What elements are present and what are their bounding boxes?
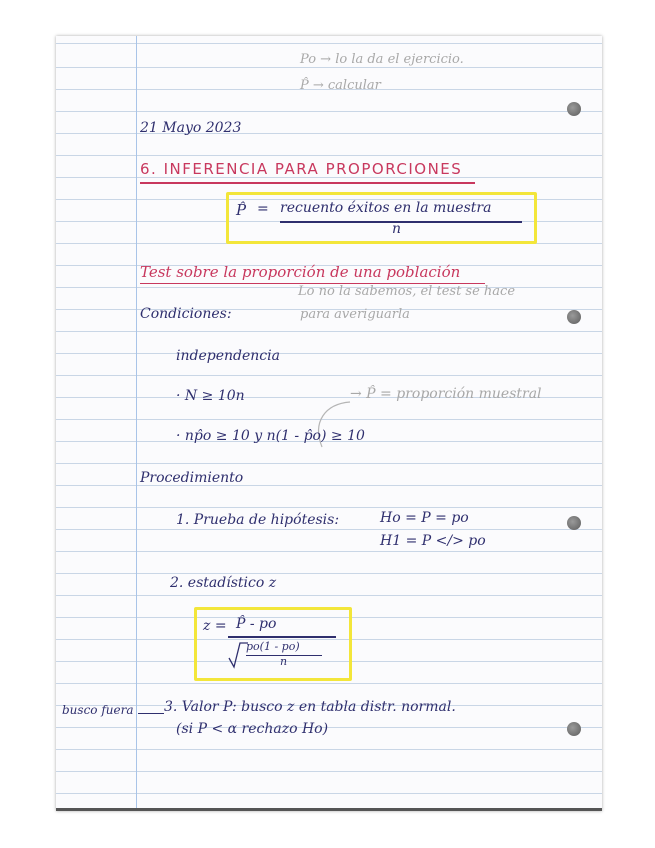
z-inner-denominator: n xyxy=(280,655,288,668)
date: 21 Mayo 2023 xyxy=(140,120,242,136)
conditions-label: Condiciones: xyxy=(140,306,232,322)
margin-line xyxy=(136,36,137,808)
independence-label: independencia xyxy=(176,348,280,364)
phat-arrow-icon xyxy=(300,392,360,462)
header-note-line2: P̂ → calcular xyxy=(300,78,381,93)
side-note-line2: para averiguarla xyxy=(300,307,410,322)
step1-label: 1. Prueba de hipótesis: xyxy=(176,512,340,528)
phat-equals: = xyxy=(257,201,269,217)
phat-definition-note: → P̂ = proporción muestral xyxy=(350,386,542,402)
section-test-heading: Test sobre la proporción de una población xyxy=(140,263,461,281)
margin-note: busco fuera xyxy=(62,703,134,717)
hypothesis-h1: H1 = P </> po xyxy=(380,533,486,549)
step3-line1: 3. Valor P: busco z en tabla distr. normal. xyxy=(164,699,456,715)
margin-note-line xyxy=(138,713,164,714)
phat-lhs: P̂ xyxy=(236,201,247,219)
sqrt-icon xyxy=(226,640,248,670)
page-title: 6. INFERENCIA PARA PROPORCIONES xyxy=(140,160,463,178)
step3-line2: (si P < α rechazo Ho) xyxy=(176,721,329,737)
punch-hole xyxy=(567,722,581,736)
punch-hole xyxy=(567,516,581,530)
z-lhs: z = xyxy=(203,618,227,634)
punch-hole xyxy=(567,310,581,324)
procedure-label: Procedimiento xyxy=(140,470,244,486)
z-numerator: P̂ - po xyxy=(236,616,277,632)
condition-1: · N ≥ 10n xyxy=(176,388,245,404)
condition-2: · np̂o ≥ 10 y n(1 - p̂o) ≥ 10 xyxy=(176,428,365,444)
z-inner-numerator: po(1 - po) xyxy=(246,640,300,653)
side-note-line1: Lo no la sabemos, el test se hace xyxy=(298,284,516,299)
step2-label: 2. estadístico z xyxy=(170,575,277,591)
title-underline xyxy=(140,182,475,184)
phat-numerator: recuento éxitos en la muestra xyxy=(280,200,492,216)
hypothesis-h0: Ho = P = po xyxy=(380,510,469,526)
phat-denominator: n xyxy=(392,221,402,237)
z-fraction-line xyxy=(228,636,336,638)
header-note-line1: Po → lo la da el ejercicio. xyxy=(300,52,464,67)
punch-hole xyxy=(567,102,581,116)
